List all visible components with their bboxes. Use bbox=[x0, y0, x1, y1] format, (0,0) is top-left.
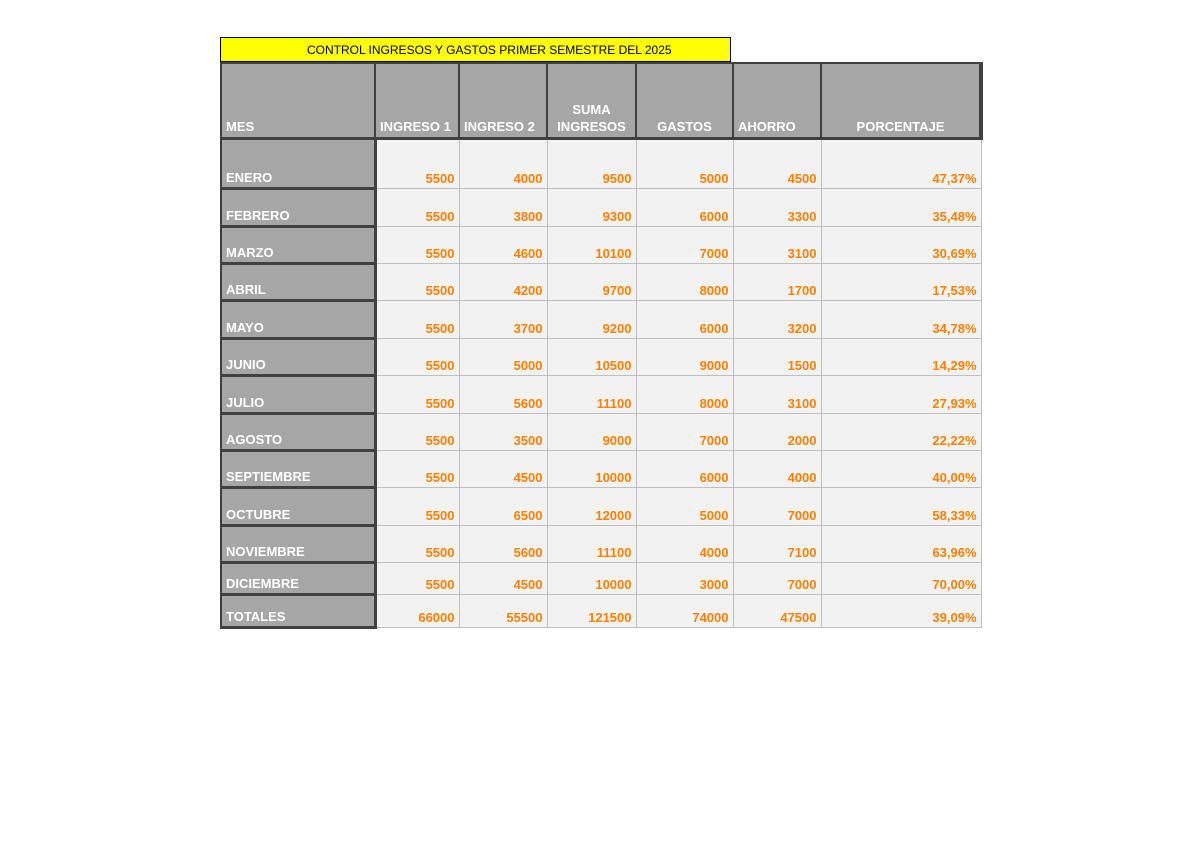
header-row bbox=[221, 63, 981, 138]
cell-gastos[interactable]: 6000 bbox=[636, 450, 733, 487]
cell-ingreso2[interactable]: 4200 bbox=[459, 263, 547, 300]
cell-ahorro[interactable]: 3200 bbox=[733, 300, 821, 338]
cell-ahorro[interactable]: 1500 bbox=[733, 338, 821, 375]
cell-gastos[interactable]: 5000 bbox=[636, 487, 733, 525]
cell-mes[interactable]: MARZO bbox=[221, 226, 375, 263]
cell-ingreso2[interactable]: 3800 bbox=[459, 188, 547, 226]
cell-ingreso1[interactable]: 5500 bbox=[375, 562, 459, 594]
cell-ingreso2[interactable]: 55500 bbox=[459, 594, 547, 627]
header-ingreso-2[interactable]: INGRESO 2 bbox=[459, 63, 547, 138]
cell-ahorro[interactable]: 2000 bbox=[733, 413, 821, 450]
cell-ingreso1[interactable]: 5500 bbox=[375, 525, 459, 562]
cell-ingreso2[interactable]: 3500 bbox=[459, 413, 547, 450]
cell-porcentaje[interactable]: 70,00% bbox=[821, 562, 981, 594]
cell-ingreso2[interactable]: 5000 bbox=[459, 338, 547, 375]
cell-porcentaje[interactable]: 27,93% bbox=[821, 375, 981, 413]
cell-suma[interactable]: 9200 bbox=[547, 300, 636, 338]
income-expense-table bbox=[220, 62, 983, 629]
cell-ingreso1[interactable]: 5500 bbox=[375, 263, 459, 300]
table-row bbox=[221, 562, 981, 594]
cell-ingreso1[interactable]: 66000 bbox=[375, 594, 459, 627]
cell-ingreso1[interactable]: 5500 bbox=[375, 226, 459, 263]
cell-suma[interactable]: 10500 bbox=[547, 338, 636, 375]
cell-ingreso2[interactable]: 4500 bbox=[459, 450, 547, 487]
cell-ahorro[interactable]: 47500 bbox=[733, 594, 821, 627]
cell-gastos[interactable]: 8000 bbox=[636, 375, 733, 413]
cell-ahorro[interactable]: 4500 bbox=[733, 138, 821, 188]
table-row bbox=[221, 263, 981, 300]
cell-mes[interactable]: FEBRERO bbox=[221, 188, 375, 226]
cell-ingreso1[interactable]: 5500 bbox=[375, 375, 459, 413]
cell-ahorro[interactable]: 1700 bbox=[733, 263, 821, 300]
cell-gastos[interactable]: 4000 bbox=[636, 525, 733, 562]
cell-suma[interactable]: 121500 bbox=[547, 594, 636, 627]
cell-porcentaje[interactable]: 30,69% bbox=[821, 226, 981, 263]
cell-ingreso1[interactable]: 5500 bbox=[375, 300, 459, 338]
cell-porcentaje[interactable]: 35,48% bbox=[821, 188, 981, 226]
cell-mes[interactable]: DICIEMBRE bbox=[221, 562, 375, 594]
cell-porcentaje[interactable]: 34,78% bbox=[821, 300, 981, 338]
cell-suma[interactable]: 11100 bbox=[547, 375, 636, 413]
cell-gastos[interactable]: 6000 bbox=[636, 188, 733, 226]
cell-suma[interactable]: 9000 bbox=[547, 413, 636, 450]
cell-gastos[interactable]: 74000 bbox=[636, 594, 733, 627]
table-row bbox=[221, 413, 981, 450]
cell-ingreso1[interactable]: 5500 bbox=[375, 450, 459, 487]
cell-porcentaje[interactable]: 63,96% bbox=[821, 525, 981, 562]
sheet-title-cell[interactable] bbox=[220, 37, 731, 62]
header-porcentaje[interactable]: PORCENTAJE bbox=[821, 63, 981, 138]
table-row bbox=[221, 338, 981, 375]
cell-ingreso2[interactable]: 5600 bbox=[459, 525, 547, 562]
table-row bbox=[221, 450, 981, 487]
cell-mes[interactable]: AGOSTO bbox=[221, 413, 375, 450]
cell-gastos[interactable]: 6000 bbox=[636, 300, 733, 338]
cell-gastos[interactable]: 7000 bbox=[636, 413, 733, 450]
cell-ingreso1[interactable]: 5500 bbox=[375, 188, 459, 226]
cell-ingreso2[interactable]: 4000 bbox=[459, 138, 547, 188]
cell-mes[interactable]: ENERO bbox=[221, 138, 375, 188]
cell-ingreso2[interactable]: 6500 bbox=[459, 487, 547, 525]
cell-ahorro[interactable]: 7000 bbox=[733, 562, 821, 594]
cell-gastos[interactable]: 7000 bbox=[636, 226, 733, 263]
cell-ingreso1[interactable]: 5500 bbox=[375, 487, 459, 525]
cell-porcentaje[interactable]: 39,09% bbox=[821, 594, 981, 627]
cell-mes[interactable]: JUNIO bbox=[221, 338, 375, 375]
table-row bbox=[221, 525, 981, 562]
cell-ingreso1[interactable]: 5500 bbox=[375, 338, 459, 375]
cell-suma[interactable]: 10000 bbox=[547, 562, 636, 594]
cell-gastos[interactable]: 3000 bbox=[636, 562, 733, 594]
header-suma-line2: INGRESOS bbox=[557, 118, 626, 134]
header-gastos[interactable]: GASTOS bbox=[636, 63, 733, 138]
cell-mes[interactable]: JULIO bbox=[221, 375, 375, 413]
cell-mes[interactable]: SEPTIEMBRE bbox=[221, 450, 375, 487]
cell-ahorro[interactable]: 7100 bbox=[733, 525, 821, 562]
cell-suma[interactable]: 11100 bbox=[547, 525, 636, 562]
header-mes[interactable]: MES bbox=[221, 63, 375, 138]
cell-gastos[interactable]: 8000 bbox=[636, 263, 733, 300]
cell-suma[interactable]: 9500 bbox=[547, 138, 636, 188]
cell-ingreso1[interactable]: 5500 bbox=[375, 138, 459, 188]
cell-porcentaje[interactable]: 14,29% bbox=[821, 338, 981, 375]
cell-suma[interactable]: 9700 bbox=[547, 263, 636, 300]
cell-ahorro[interactable]: 3100 bbox=[733, 375, 821, 413]
cell-gastos[interactable]: 5000 bbox=[636, 138, 733, 188]
cell-suma[interactable]: 12000 bbox=[547, 487, 636, 525]
cell-porcentaje[interactable]: 58,33% bbox=[821, 487, 981, 525]
table-row bbox=[221, 375, 981, 413]
header-ahorro[interactable]: AHORRO bbox=[733, 63, 821, 138]
cell-ahorro[interactable]: 4000 bbox=[733, 450, 821, 487]
header-suma-ingresos[interactable] bbox=[547, 63, 636, 138]
header-suma-line1: SUMA bbox=[572, 101, 611, 117]
cell-ahorro[interactable]: 3300 bbox=[733, 188, 821, 226]
cell-ahorro[interactable]: 3100 bbox=[733, 226, 821, 263]
sheet-title: CONTROL INGRESOS Y GASTOS PRIMER SEMESTRE DEL 2025 bbox=[307, 42, 672, 57]
cell-porcentaje[interactable]: 40,00% bbox=[821, 450, 981, 487]
table-row bbox=[221, 300, 981, 338]
cell-suma[interactable]: 10000 bbox=[547, 450, 636, 487]
header-ingreso-1[interactable]: INGRESO 1 bbox=[375, 63, 459, 138]
cell-porcentaje[interactable]: 47,37% bbox=[821, 138, 981, 188]
cell-ingreso2[interactable]: 3700 bbox=[459, 300, 547, 338]
cell-suma[interactable]: 9300 bbox=[547, 188, 636, 226]
totals-row bbox=[221, 594, 981, 627]
cell-ahorro[interactable]: 7000 bbox=[733, 487, 821, 525]
cell-mes[interactable]: NOVIEMBRE bbox=[221, 525, 375, 562]
table-row bbox=[221, 487, 981, 525]
cell-mes[interactable]: OCTUBRE bbox=[221, 487, 375, 525]
cell-mes[interactable]: ABRIL bbox=[221, 263, 375, 300]
cell-mes[interactable]: MAYO bbox=[221, 300, 375, 338]
cell-ingreso2[interactable]: 4600 bbox=[459, 226, 547, 263]
cell-porcentaje[interactable]: 17,53% bbox=[821, 263, 981, 300]
cell-gastos[interactable]: 9000 bbox=[636, 338, 733, 375]
cell-ingreso1[interactable]: 5500 bbox=[375, 413, 459, 450]
cell-ingreso2[interactable]: 5600 bbox=[459, 375, 547, 413]
cell-mes[interactable]: TOTALES bbox=[221, 594, 375, 627]
table-row bbox=[221, 226, 981, 263]
table-body bbox=[221, 138, 981, 627]
cell-porcentaje[interactable]: 22,22% bbox=[821, 413, 981, 450]
table-row bbox=[221, 188, 981, 226]
cell-suma[interactable]: 10100 bbox=[547, 226, 636, 263]
table-row bbox=[221, 138, 981, 188]
cell-ingreso2[interactable]: 4500 bbox=[459, 562, 547, 594]
